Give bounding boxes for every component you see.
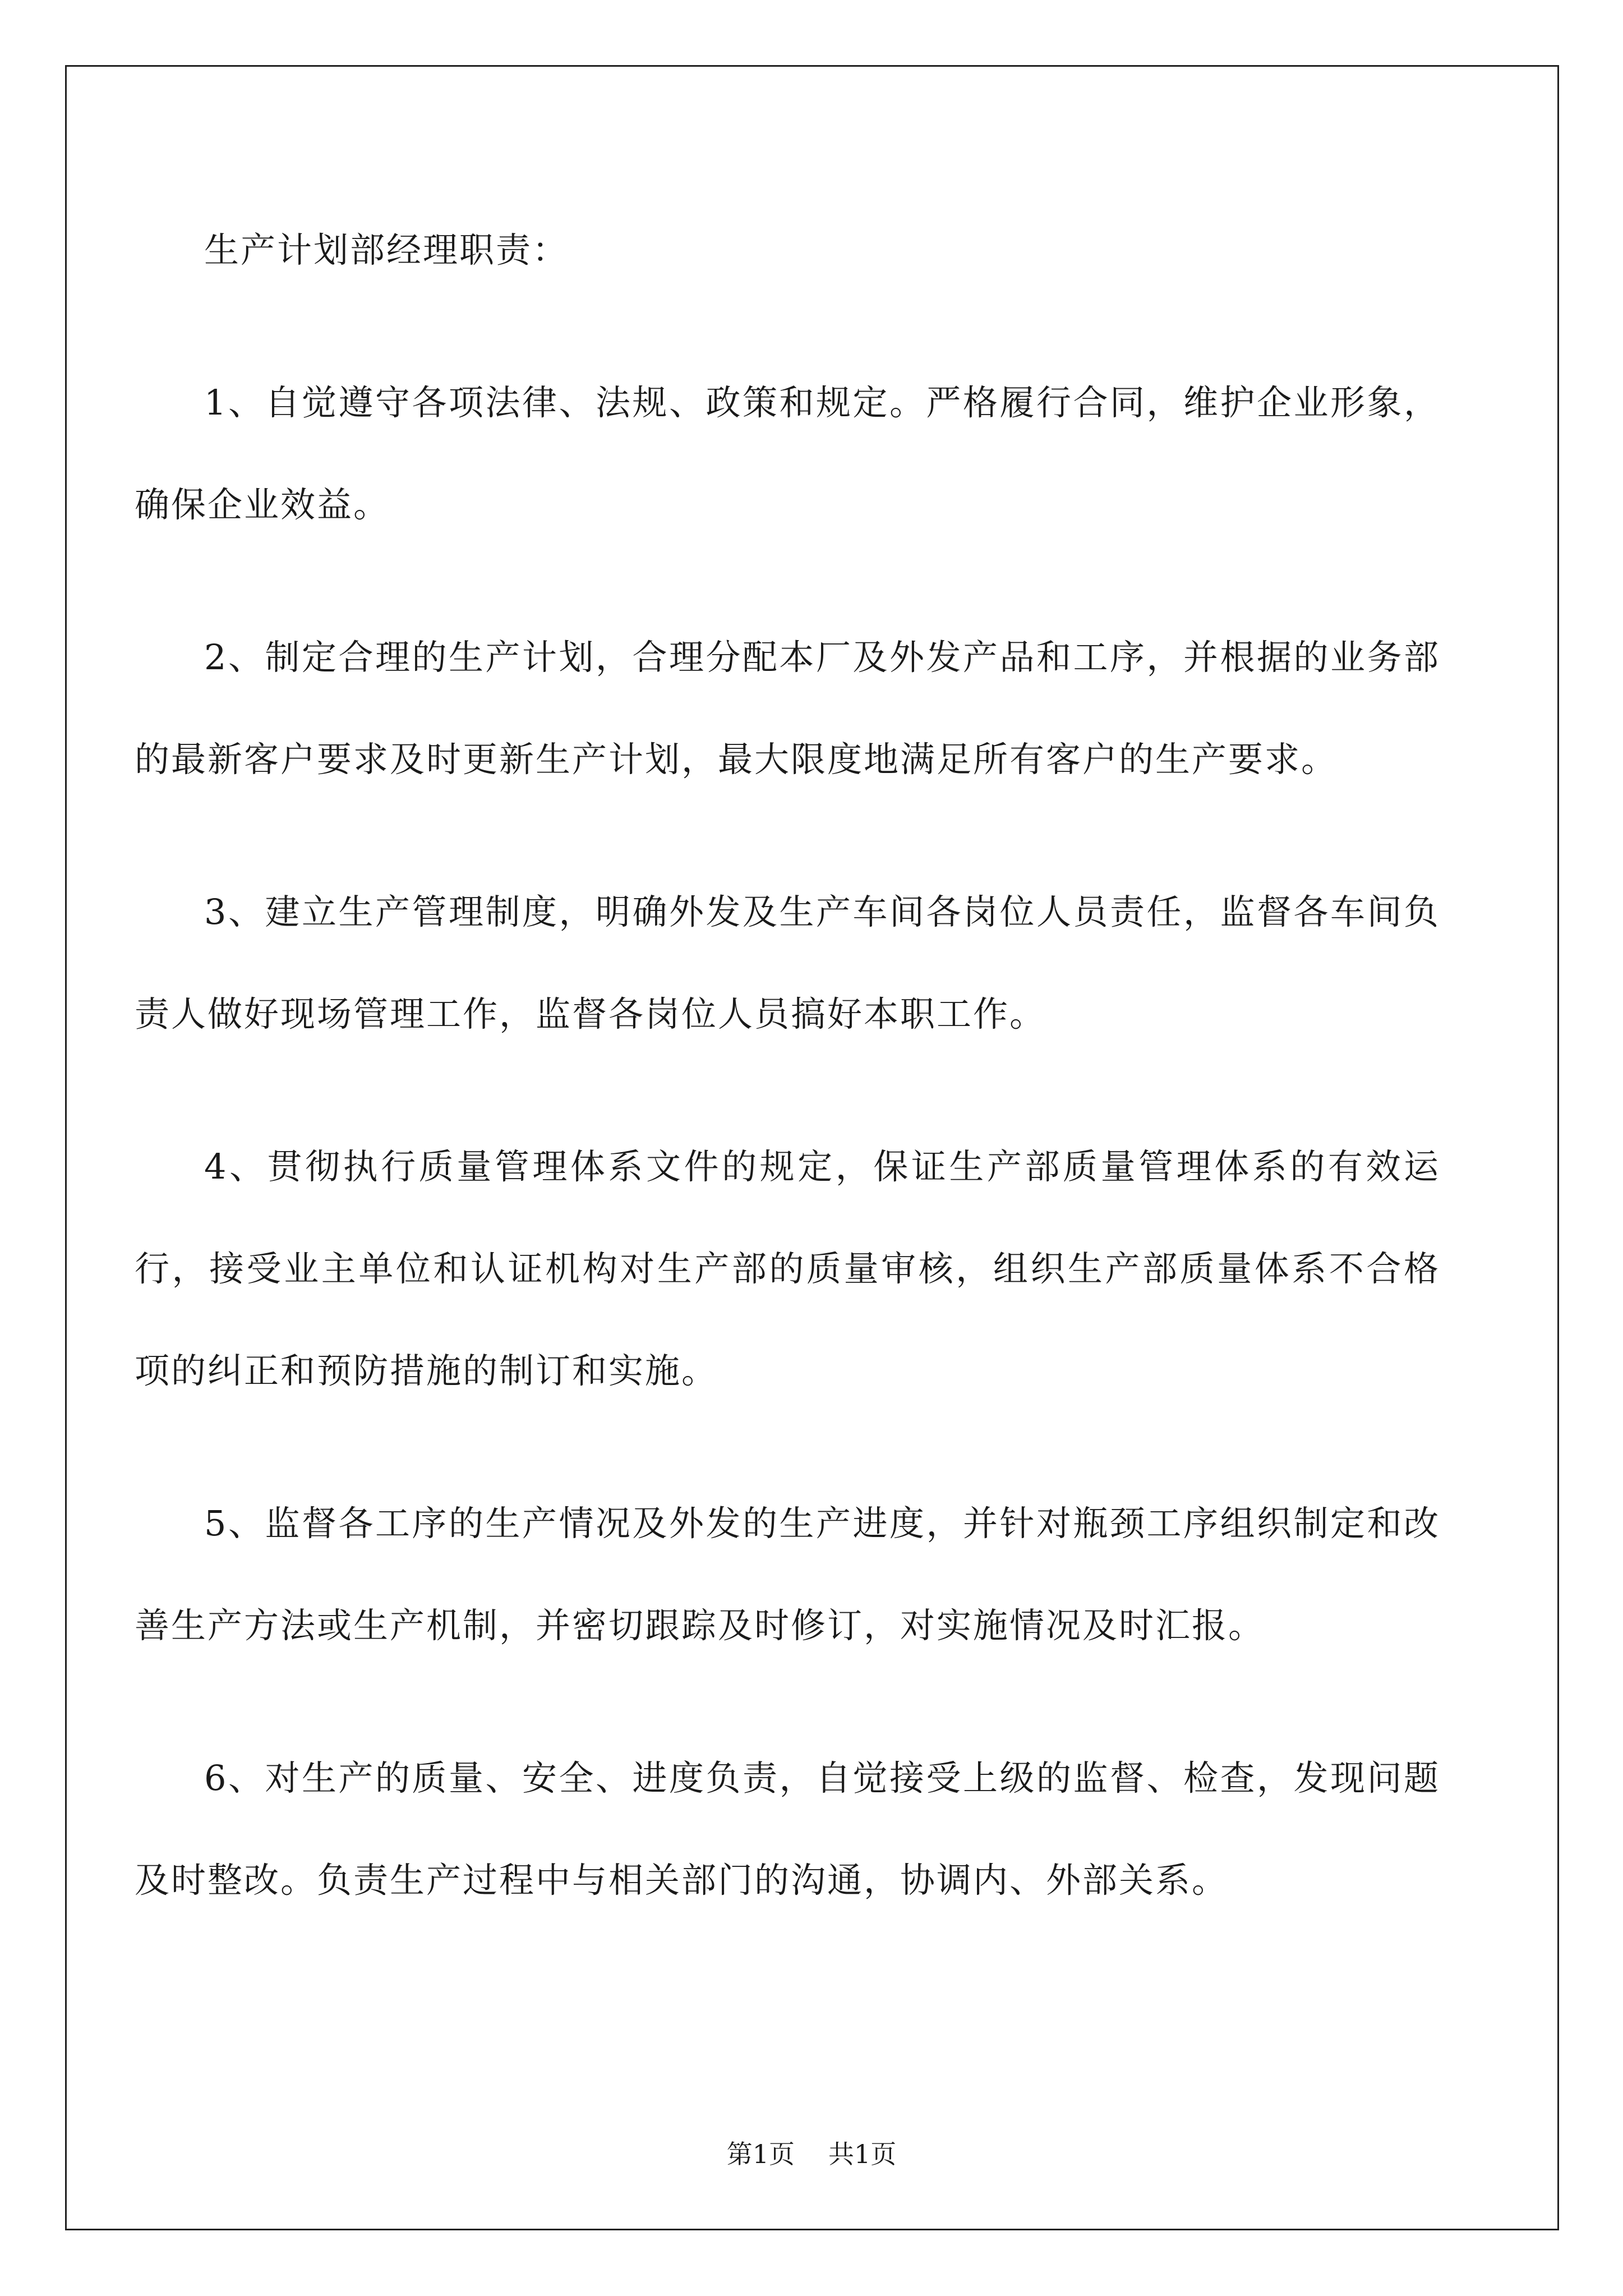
paragraph-6: 6、对生产的质量、安全、进度负责，自觉接受上级的监督、检查，发现问题及时整改。负责生产过程中与相关部门的沟通，协调内、外部关系。 xyxy=(135,1757,1440,1901)
paragraph-1: 1、自觉遵守各项法律、法规、政策和规定。严格履行合同，维护企业形象，确保企业效益。 xyxy=(135,382,1440,525)
paragraph-2: 2、制定合理的生产计划，合理分配本厂及外发产品和工序，并根据的业务部的最新客户要求及时更新生产计划，最大限度地满足所有客户的生产要求。 xyxy=(135,637,1440,780)
paragraph-5: 5、监督各工序的生产情况及外发的生产进度，并针对瓶颈工序组织制定和改善生产方法或生产机制，并密切跟踪及时修订，对实施情况及时汇报。 xyxy=(135,1503,1440,1646)
document-heading: 生产计划部经理职责： xyxy=(204,229,569,270)
page-number-total: 共1页 xyxy=(828,2139,897,2169)
page-footer xyxy=(0,2137,1623,2171)
page-number-current: 第1页 xyxy=(726,2139,795,2169)
paragraph-4: 4、贯彻执行质量管理体系文件的规定，保证生产部质量管理体系的有效运行，接受业主单位和认证机构对生产部的质量审核，组织生产部质量体系不合格项的纠正和预防措施的制订和实施。 xyxy=(135,1146,1440,1391)
document-body xyxy=(135,199,1440,1931)
paragraph-3: 3、建立生产管理制度，明确外发及生产车间各岗位人员责任，监督各车间负责人做好现场管理工作，监督各岗位人员搞好本职工作。 xyxy=(135,891,1440,1034)
